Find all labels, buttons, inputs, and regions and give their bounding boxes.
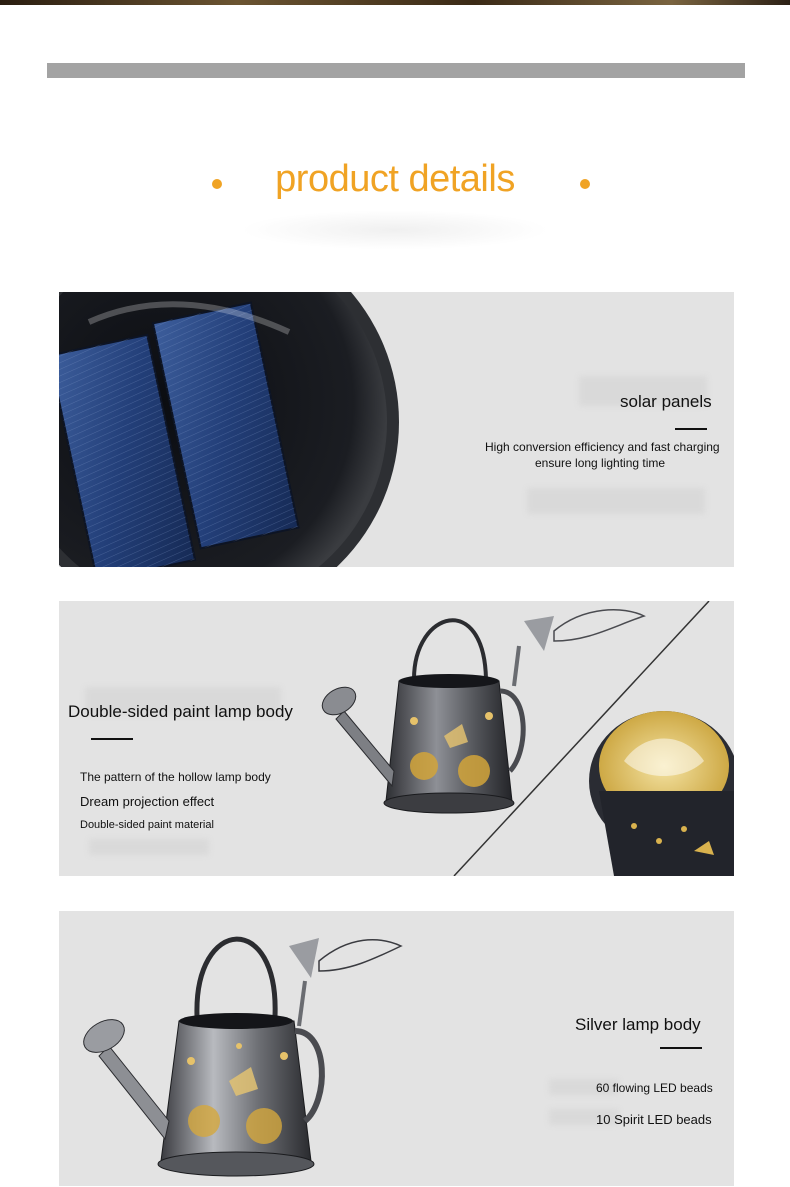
panel-line: High conversion efficiency and fast charging	[485, 440, 720, 454]
silver-lamp-feature	[59, 911, 734, 1186]
panel-line: 60 flowing LED beads	[596, 1081, 713, 1095]
solar-panel-image	[59, 292, 404, 567]
title-underline	[660, 1047, 702, 1049]
section-divider-bar	[47, 63, 745, 78]
bullet-dot-icon	[580, 179, 590, 189]
double-sided-feature	[59, 601, 734, 876]
title-reflection	[240, 210, 550, 250]
panel-line: ensure long lighting time	[535, 456, 666, 470]
section-title: product details	[275, 158, 515, 200]
panel-title: solar panels	[620, 392, 712, 411]
solar-panel-feature	[59, 292, 734, 567]
silver-watering-can-image	[79, 921, 419, 1186]
section-heading	[0, 150, 790, 220]
panel-title: Double-sided paint lamp body	[68, 702, 293, 721]
top-photo-strip	[0, 0, 790, 5]
title-underline	[675, 428, 707, 430]
panel-line: The pattern of the hollow lamp body	[80, 770, 271, 784]
panel-line: Double-sided paint material	[80, 819, 214, 831]
title-underline	[91, 738, 133, 740]
watering-can-lamp-image	[314, 601, 734, 876]
panel-title: Silver lamp body	[575, 1015, 701, 1034]
panel-line: Dream projection effect	[80, 794, 215, 809]
panel-line: 10 Spirit LED beads	[596, 1112, 712, 1127]
